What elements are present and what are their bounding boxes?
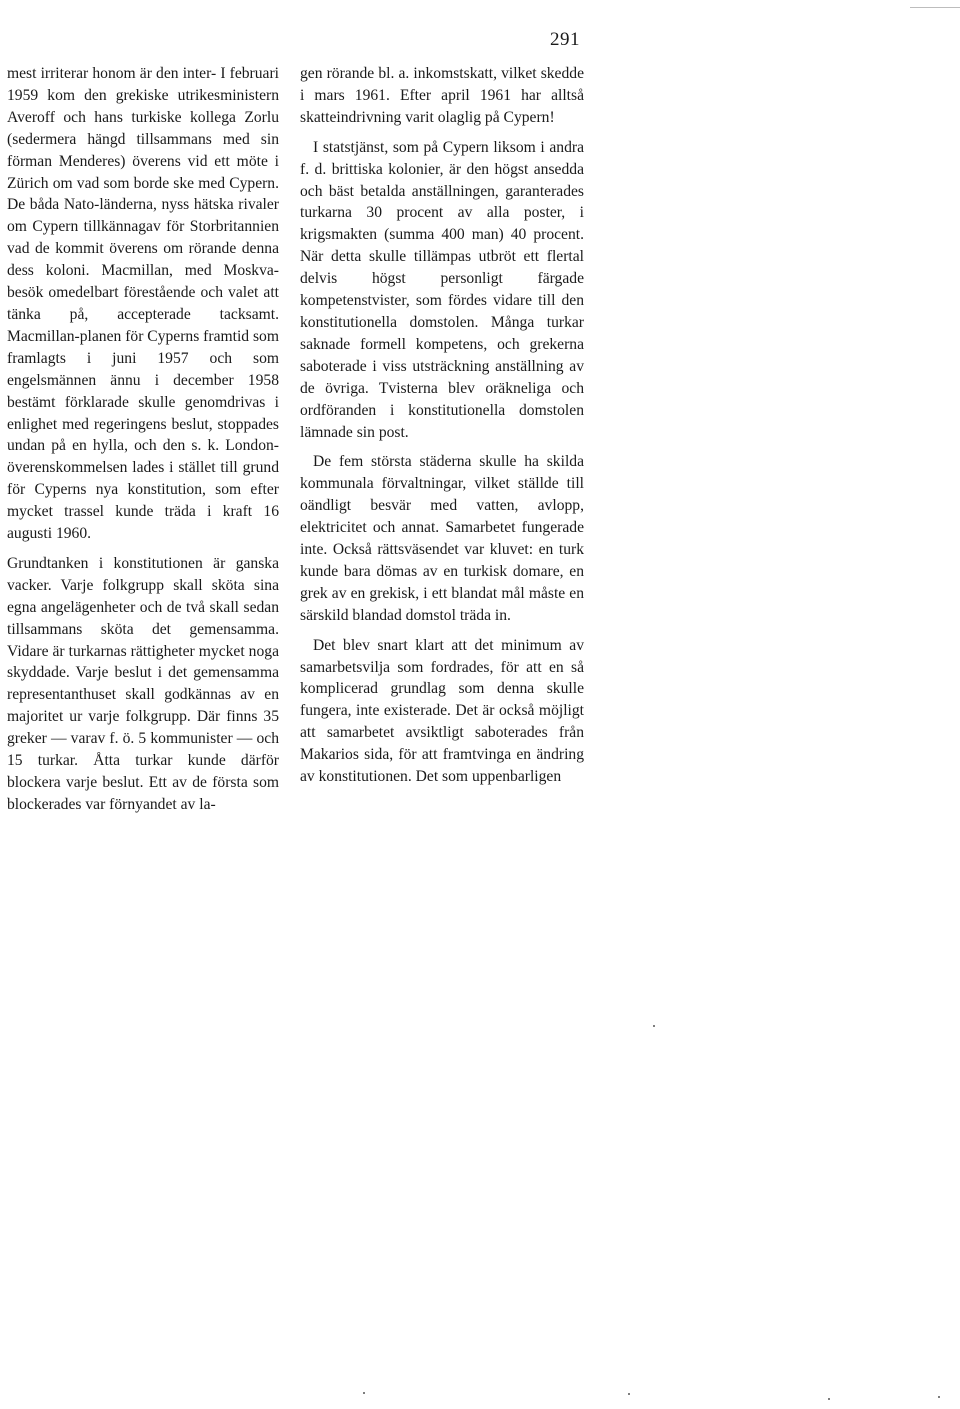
scan-speck xyxy=(828,1398,830,1400)
scan-speck xyxy=(653,1025,655,1027)
scan-speck xyxy=(628,1393,630,1395)
paragraph: Grundtanken i konstitutionen är ganska vacker. Varje folkgrupp skall sköta sina egna angelägenheter och de två skall sedan tillsammans sköta det gemensamma. Vidare är turkarnas rättigheter mycket noga skyddade. Varje beslut i det gemensamma representanthuset skall godkännas av en majoritet ur varje folkgrupp. Där finns 35 greker — varav f. ö. 5 kommunister — och 15 turkar. Åtta turkar kunde därför blockera varje beslut. Ett av de första som blockerades var förnyandet av la- xyxy=(7,554,279,813)
paragraph: I statstjänst, som på Cypern liksom i andra f. d. brittiska kolonier, är den högst ansedda och bäst betalda anställningen, garanterades turkarna 30 procent av alla poster, i krigsmakten (summa 400 man) 40 procent. När detta skulle tillämpas utbröt ett flertal delvis högst personligt färgade kompetenstvister, som fördes vidare till den konstitutionella domstolen. Många turkar saknade formell kompetens, och grekerna saboterade i viss utsträckning anställning av de övriga. Tvisterna blev oräkneliga och ordföranden i konstitutionella domstolen lämnade sin post. xyxy=(300,138,584,441)
paragraph: De fem största städerna skulle ha skilda kommunala förvaltningar, vilket ställde till oändligt besvär med vatten, avlopp, elektricitet och annat. Samarbetet fungerade inte. Också rättsväsendet var kluvet: en turk kunde bara dömas av en turkisk domare, en grek av en grekisk, i ett blandat mål måste en särskild blandad domstol träda in. xyxy=(300,453,584,624)
scan-speck xyxy=(938,1396,940,1398)
paragraph: mest irriterar honom är den inter- I februari 1959 kom den grekiske utrikesministern Averoff och hans turkiske kollega Zorlu (sedermera hängd tillsammans med sin förman Menderes) överens vid ett möte i Zürich om vad som borde ske med Cypern. De båda Nato-länderna, nyss hätska rivaler om Cypern tillkännagav för Storbritannien vad de kommit överens om rörande denna dess koloni. Macmillan, med Moskva-besök omedelbart förestående och valet att tänka på, accepterade tacksamt. Macmillan-planen för Cyperns framtid som framlagts i juni 1957 och som engelsmännen ännu i december 1958 bestämt förklarade skulle genomdrivas i enlighet med regeringens beslut, stoppades undan på en hylla, och den s. k. London-överenskommelsen lades i stället till grund för Cyperns nya konstitution, som efter mycket trassel kunde träda i kraft 16 augusti 1960. xyxy=(7,65,279,543)
left-text-column xyxy=(7,63,279,824)
top-right-rule xyxy=(910,7,960,8)
paragraph: gen rörande bl. a. inkomstskatt, vilket skedde i mars 1961. Efter april 1961 har alltså skatteindrivning varit olaglig på Cypern! xyxy=(300,65,584,126)
right-text-column xyxy=(300,63,584,796)
scan-speck xyxy=(363,1392,365,1394)
paragraph: Det blev snart klart att det minimum av samarbetsvilja som fordrades, för att en så komplicerad grundlag som denna skulle fungera, inte existerade. Det är också möjligt att samarbetet avsiktligt saboterades från Makarios sida, för att framtvinga en ändring av konstitutionen. Det som uppenbarligen xyxy=(300,636,584,786)
page-number: 291 xyxy=(550,29,580,50)
